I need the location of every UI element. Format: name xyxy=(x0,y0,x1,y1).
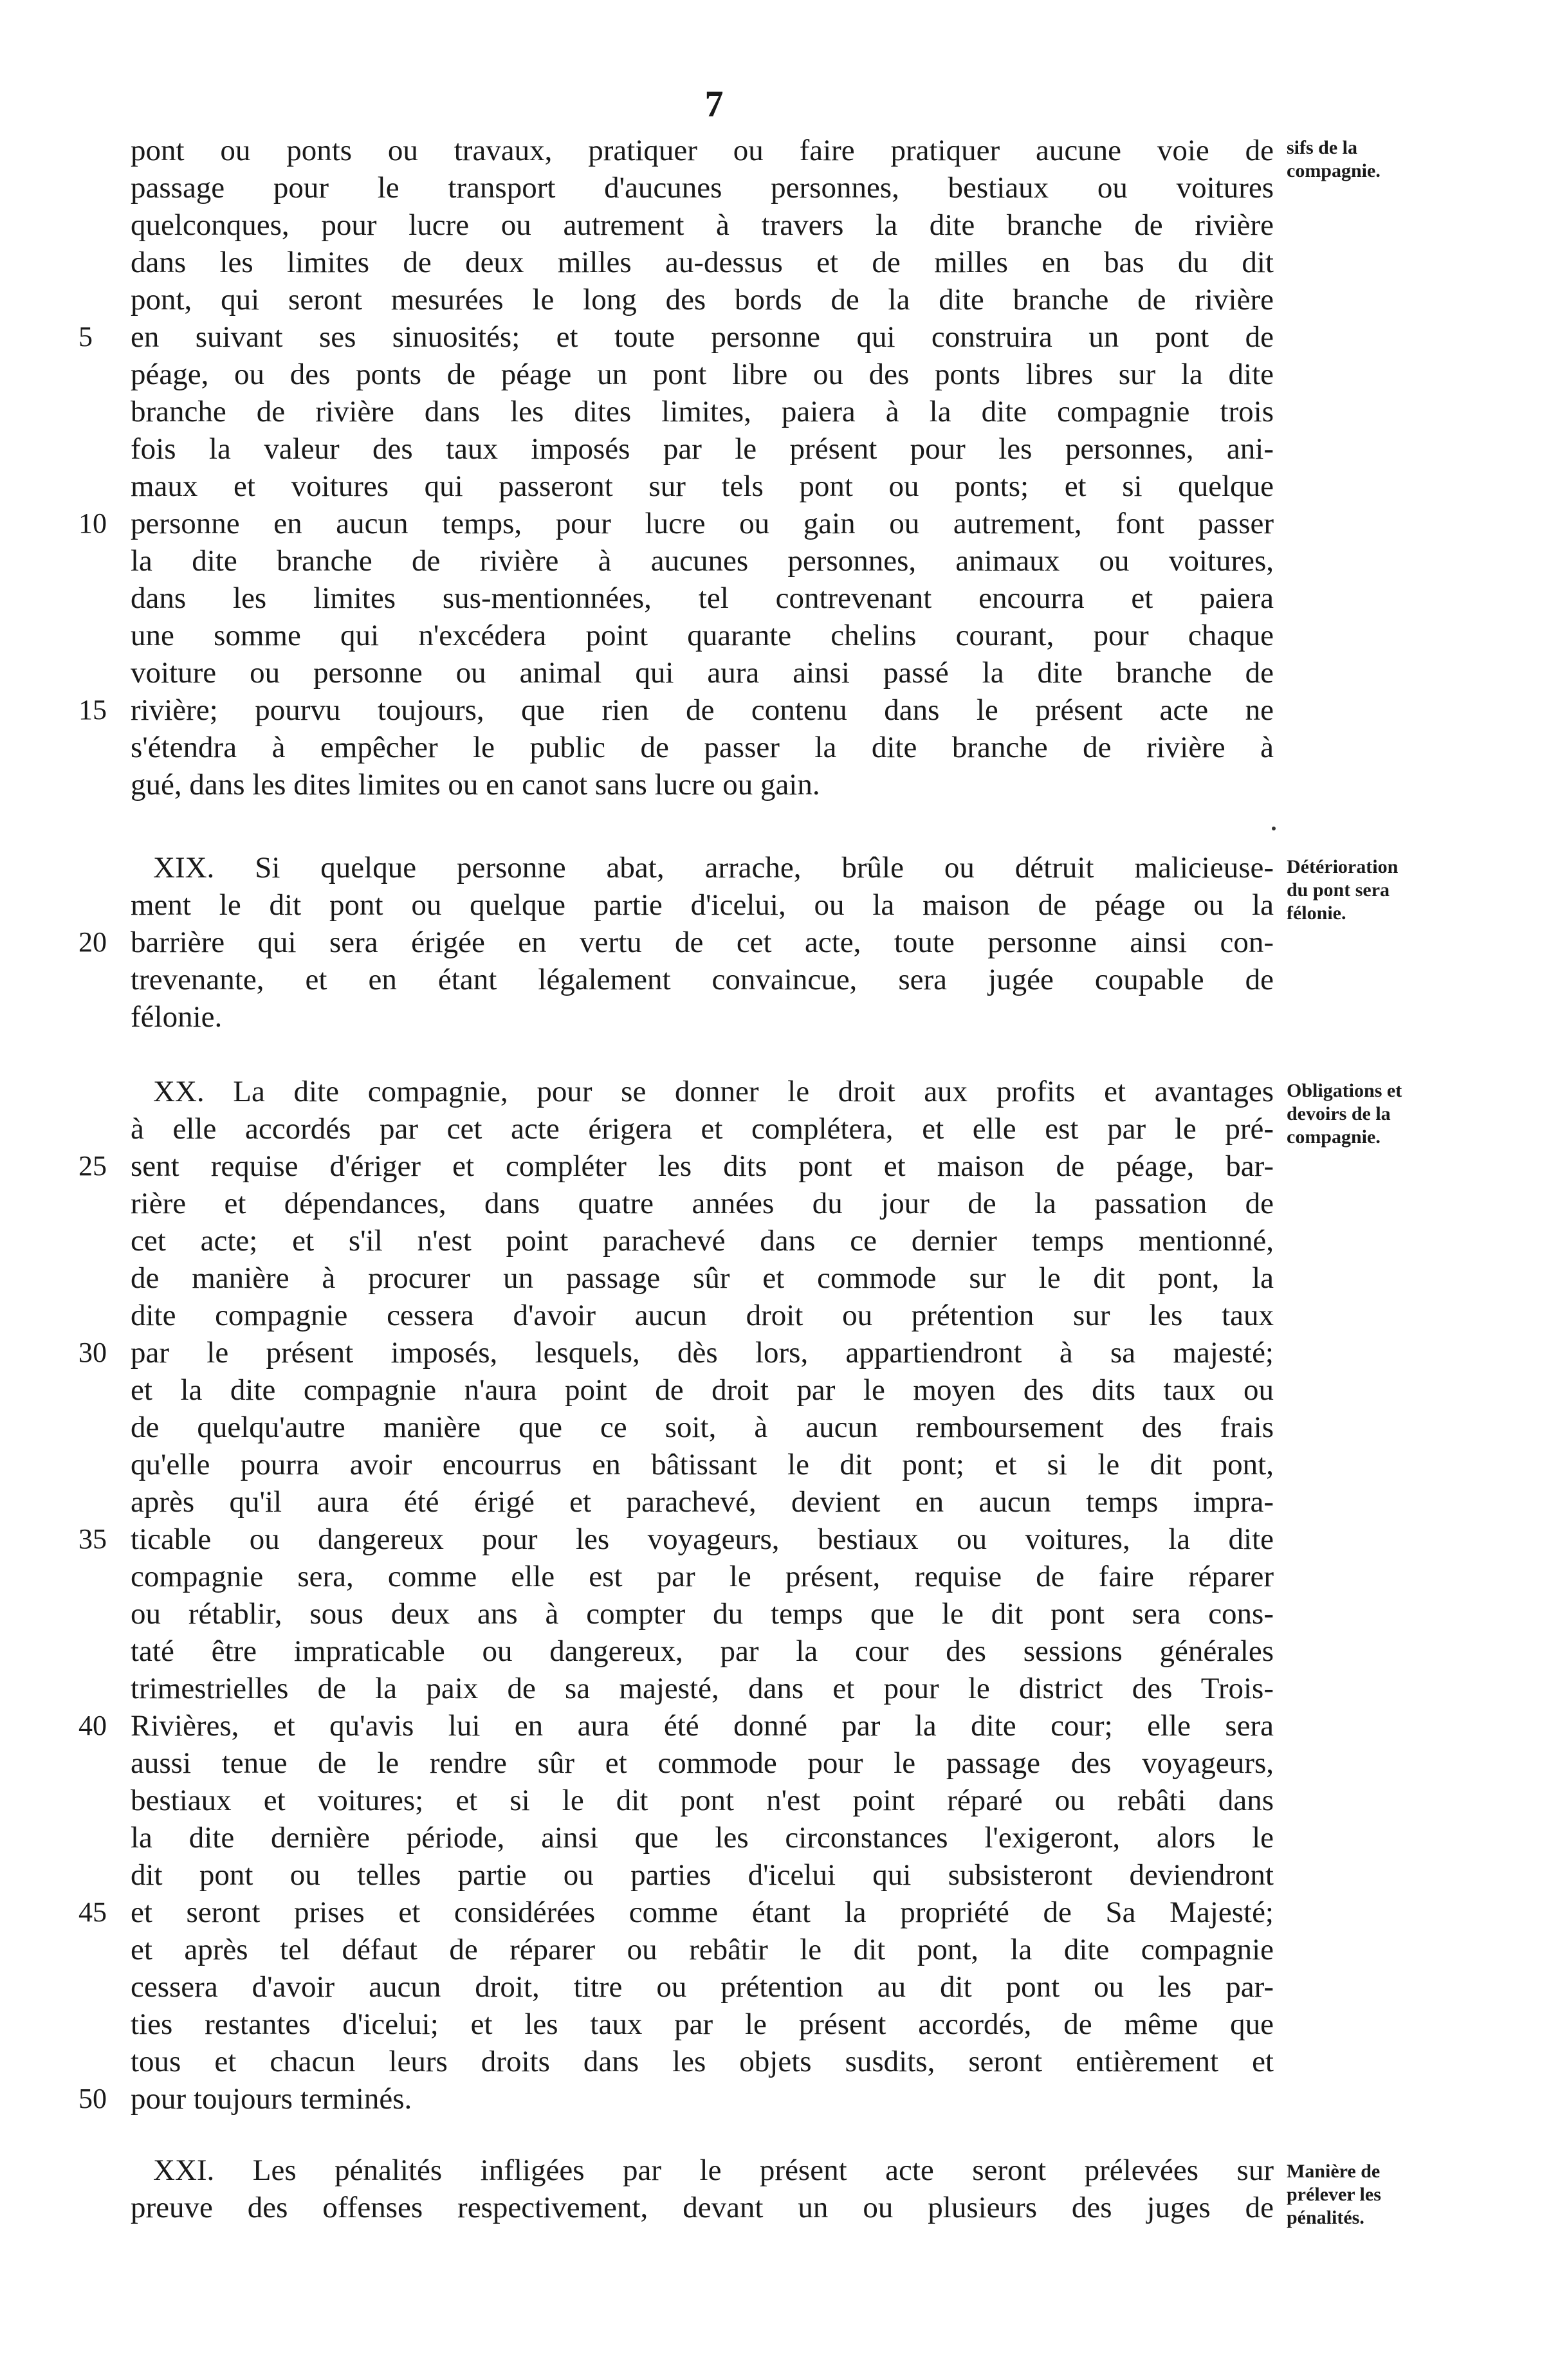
text-line: taté être impraticable ou dangereux, par la cour des sessions générales xyxy=(131,1634,1274,1668)
text-line: aussi tenue de le rendre sûr et commode pour le passage des voyageurs, xyxy=(131,1746,1274,1780)
text-line: et la dite compagnie n'aura point de droit par le moyen des dits taux ou xyxy=(131,1373,1274,1407)
margin-note-line: Manière de xyxy=(1287,2161,1381,2182)
section-xix-line: XIX. Si quelque personne abat, arrache, brûle ou détruit malicieuse- xyxy=(153,851,1274,884)
text-line: dans les limites de deux milles au-dessus et de milles en bas du dit xyxy=(131,246,1274,279)
text-line: maux et voitures qui passeront sur tels pont ou ponts; et si quelque xyxy=(131,470,1274,503)
margin-note-line: compagnie. xyxy=(1287,160,1381,181)
text-line: une somme qui n'excédera point quarante chelins courant, pour chaque xyxy=(131,619,1274,652)
text-line: pont ou ponts ou travaux, pratiquer ou faire pratiquer aucune voie de xyxy=(131,134,1274,167)
text-line: félonie. xyxy=(131,1000,223,1034)
text-line: dans les limites sus-mentionnées, tel contrevenant encourra et paiera xyxy=(131,581,1274,615)
text-line: par le présent imposés, lesquels, dès lors, appartiendront à sa majesté; xyxy=(131,1336,1274,1369)
line-number: 10 xyxy=(78,508,107,539)
margin-note-xix xyxy=(1287,856,1544,925)
text-line: passage pour le transport d'aucunes personnes, bestiaux ou voitures xyxy=(131,171,1274,205)
text-line: pont, qui seront mesurées le long des bords de la dite branche de rivière xyxy=(131,283,1274,316)
text-line: preuve des offenses respectivement, devant un ou plusieurs des juges de xyxy=(131,2191,1274,2224)
text-line: fois la valeur des taux imposés par le présent pour les personnes, ani- xyxy=(131,432,1274,466)
text-line: dite compagnie cessera d'avoir aucun droit ou prétention sur les taux xyxy=(131,1299,1274,1332)
text-line: péage, ou des ponts de péage un pont libre ou des ponts libres sur la dite xyxy=(131,358,1274,391)
text-line: sent requise d'ériger et compléter les dits pont et maison de péage, bar- xyxy=(131,1149,1274,1183)
text-line: pour toujours terminés. xyxy=(131,2082,412,2116)
margin-note-line: compagnie. xyxy=(1287,1126,1381,1148)
line-number: 40 xyxy=(78,1710,107,1741)
text-line: s'étendra à empêcher le public de passer la dite branche de rivière à xyxy=(131,731,1274,764)
text-line: bestiaux et voitures; et si le dit pont n'est point réparé ou rebâti dans xyxy=(131,1784,1274,1817)
text-line: de manière à procurer un passage sûr et commode sur le dit pont, la xyxy=(131,1261,1274,1295)
line-number: 30 xyxy=(78,1337,107,1368)
text-line: branche de rivière dans les dites limites, paiera à la dite compagnie trois xyxy=(131,395,1274,428)
text-line: rière et dépendances, dans quatre années du jour de la passation de xyxy=(131,1187,1274,1220)
text-line: compagnie sera, comme elle est par le présent, requise de faire réparer xyxy=(131,1560,1274,1593)
margin-note-line: Obligations et xyxy=(1287,1080,1402,1101)
margin-note-line: sifs de la xyxy=(1287,137,1358,158)
margin-note-line: du pont sera xyxy=(1287,879,1390,901)
text-line: ties restantes d'icelui; et les taux par le présent accordés, de même que xyxy=(131,2008,1274,2041)
text-line: la dite branche de rivière à aucunes personnes, animaux ou voitures, xyxy=(131,544,1274,578)
text-line: et seront prises et considérées comme étant la propriété de Sa Majesté; xyxy=(131,1896,1274,1929)
text-line: Rivières, et qu'avis lui en aura été donné par la dite cour; elle sera xyxy=(131,1709,1274,1743)
margin-note-line: Détérioration xyxy=(1287,856,1399,877)
margin-note-xx xyxy=(1287,1079,1544,1149)
separator-dot xyxy=(1272,827,1276,830)
margin-note-top xyxy=(1287,136,1544,183)
line-number: 20 xyxy=(78,926,107,958)
text-line: voiture ou personne ou animal qui aura ainsi passé la dite branche de xyxy=(131,656,1274,690)
text-line: à elle accordés par cet acte érigera et complétera, et elle est par le pré- xyxy=(131,1112,1274,1146)
text-line: trevenante, et en étant légalement convaincue, sera jugée coupable de xyxy=(131,963,1274,996)
margin-note-line: félonie. xyxy=(1287,902,1346,924)
line-number: 50 xyxy=(78,2083,107,2114)
text-line: en suivant ses sinuosités; et toute personne qui construira un pont de xyxy=(131,320,1274,354)
text-line: cet acte; et s'il n'est point parachevé dans ce dernier temps mentionné, xyxy=(131,1224,1274,1258)
page-number: 7 xyxy=(704,83,724,125)
text-line: de quelqu'autre manière que ce soit, à aucun remboursement des frais xyxy=(131,1411,1274,1444)
text-line: tous et chacun leurs droits dans les objets susdits, seront entièrement et xyxy=(131,2045,1274,2078)
line-number: 15 xyxy=(78,694,107,726)
section-xxi-line: XXI. Les pénalités infligées par le présent acte seront prélevées sur xyxy=(153,2154,1274,2187)
text-line: ou rétablir, sous deux ans à compter du temps que le dit pont sera cons- xyxy=(131,1597,1274,1631)
text-line: la dite dernière période, ainsi que les circonstances l'exigeront, alors le xyxy=(131,1821,1274,1854)
line-number: 45 xyxy=(78,1896,107,1928)
text-line: dit pont ou telles partie ou parties d'icelui qui subsisteront deviendront xyxy=(131,1858,1274,1892)
text-line: rivière; pourvu toujours, que rien de contenu dans le présent acte ne xyxy=(131,693,1274,727)
text-line: cessera d'avoir aucun droit, titre ou prétention au dit pont ou les par- xyxy=(131,1970,1274,2004)
text-line: qu'elle pourra avoir encourrus en bâtissant le dit pont; et si le dit pont, xyxy=(131,1448,1274,1481)
line-number: 25 xyxy=(78,1150,107,1182)
line-number: 5 xyxy=(78,321,93,352)
text-line: après qu'il aura été érigé et parachevé, devient en aucun temps impra- xyxy=(131,1485,1274,1519)
line-number: 35 xyxy=(78,1523,107,1555)
text-line: trimestrielles de la paix de sa majesté, dans et pour le district des Trois- xyxy=(131,1672,1274,1705)
margin-note-line: prélever les xyxy=(1287,2184,1381,2205)
section-xx-line: XX. La dite compagnie, pour se donner le droit aux profits et avantages xyxy=(153,1075,1274,1108)
text-line: ticable ou dangereux pour les voyageurs, bestiaux ou voitures, la dite xyxy=(131,1523,1274,1556)
text-line: ment le dit pont ou quelque partie d'icelui, ou la maison de péage ou la xyxy=(131,888,1274,922)
text-line: barrière qui sera érigée en vertu de cet acte, toute personne ainsi con- xyxy=(131,926,1274,959)
text-line: et après tel défaut de réparer ou rebâtir le dit pont, la dite compagnie xyxy=(131,1933,1274,1966)
margin-note-xxi xyxy=(1287,2160,1544,2229)
text-line: gué, dans les dites limites ou en canot sans lucre ou gain. xyxy=(131,768,820,801)
margin-note-line: pénalités. xyxy=(1287,2207,1364,2228)
text-line: quelconques, pour lucre ou autrement à travers la dite branche de rivière xyxy=(131,208,1274,242)
text-line: personne en aucun temps, pour lucre ou gain ou autrement, font passer xyxy=(131,507,1274,540)
margin-note-line: devoirs de la xyxy=(1287,1103,1391,1124)
